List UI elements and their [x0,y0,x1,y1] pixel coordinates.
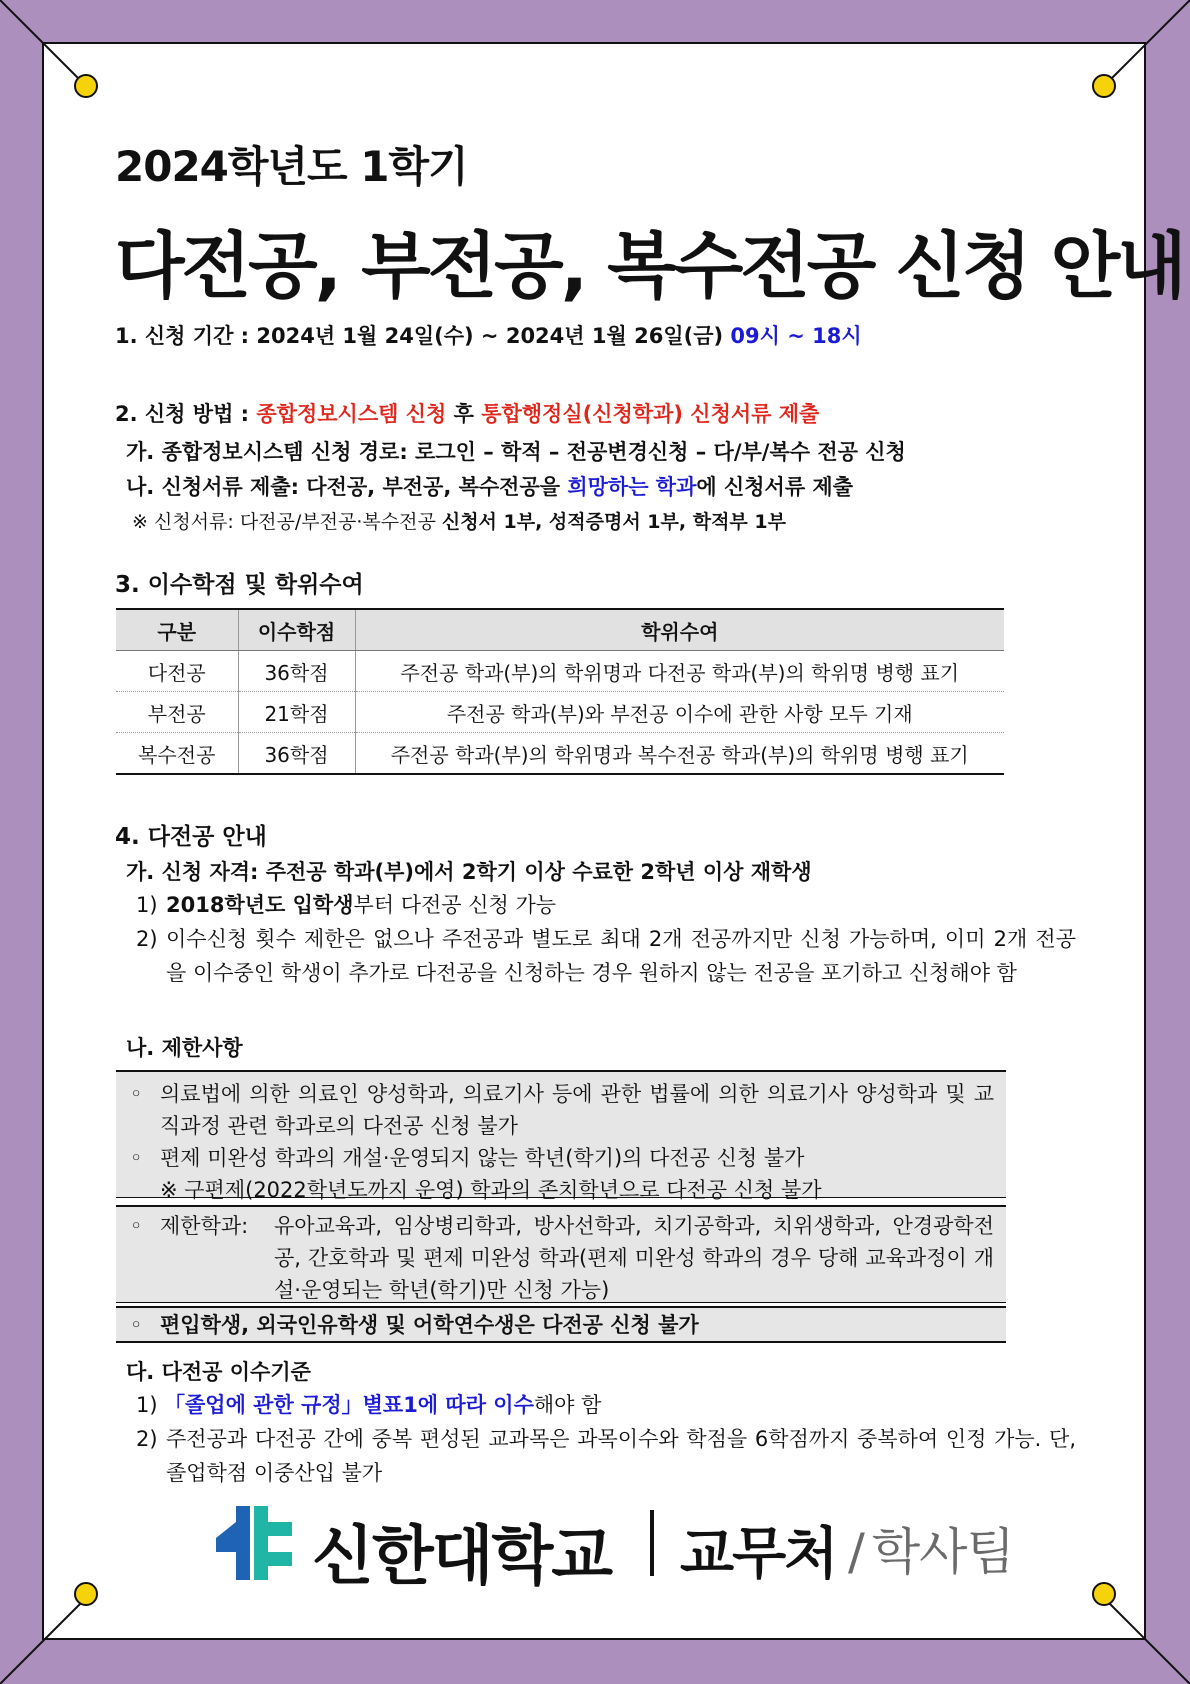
department-name: 교무처 [680,1522,837,1587]
restriction-box-3: ◦ 편입학생, 외국인유학생 및 어학연수생은 다전공 신청 불가 [116,1306,1006,1343]
table-cell: 복수전공 [138,742,216,767]
table-cell: 주전공 학과(부)의 학위명과 복수전공 학과(부)의 학위명 병행 표기 [355,733,1004,775]
column-header: 이수학점 [238,609,355,651]
university-logo-icon [212,1502,296,1584]
table-cell: 주전공 학과(부)의 학위명과 다전공 학과(부)의 학위명 병행 표기 [355,651,1004,692]
criteria-item-2: 2) 주전공과 다전공 간에 중복 편성된 교과목은 과목이수와 학점을 6학점까지 중복하여 인정 가능. 단, 졸업학점 이중산입 불가 [136,1427,1076,1485]
criteria-item-1: 1) 「졸업에 관한 규정」별표1에 따라 이수해야 함 [136,1393,602,1417]
eligibility-item-2: 2) 이수신청 횟수 제한은 없으나 주전공과 별도로 최대 2개 전공까지만 신청 가능하며, 이미 2개 전공을 이수중인 학생이 추가로 다전공을 신청하는 경우 원하지 않는 전공을 포기하고 신청해야 함 [136,927,1076,985]
restriction-box-2: ◦ 제한학과: 유아교육과, 임상병리학과, 방사선학과, 치기공학과, 치위생학과, 안경광학전공, 간호학과 및 편제 미완성 학과(편제 미완성 학과의 경우 당해 교육과정이 개설·운영되는 학년(학기)만 신청 가능) [116,1205,1006,1303]
restrictions-title: 나. 제한사항 [126,1036,243,1060]
period-time: 09시 ~ 18시 [730,324,862,348]
section-4-title: 4. 다전공 안내 [115,824,267,850]
page-subtitle: 2024학년도 1학기 [115,142,468,191]
table-header-row [116,609,1004,651]
credits-table [116,608,1004,775]
table-cell: 다전공 [116,651,238,692]
table-cell: 36학점 [238,733,355,775]
method-path: 가. 종합정보시스템 신청 경로: 로그인 – 학적 – 전공변경신청 – 다/부/복수 전공 신청 [126,440,906,464]
logo-divider [650,1510,654,1576]
team-name: / 학사팀 [848,1523,1014,1581]
eligibility: 가. 신청 자격: 주전공 학과(부)에서 2학기 이상 수료한 2학년 이상 재학생 [126,860,812,884]
table-cell: 21학점 [238,692,355,733]
eligibility-item-1: 1) 2018학년도 입학생부터 다전공 신청 가능 [136,893,557,917]
section-2-method: 2. 신청 방법 : 종합정보시스템 신청 후 통합행정실(신청학과) 신청서류 제출 [115,402,820,426]
documents-note: ※ 신청서류: 다전공/부전공·복수전공 신청서 1부, 성적증명서 1부, 학적부 1부 [132,511,786,533]
table-cell: 주전공 학과(부)와 부전공 이수에 관한 사항 모두 기재 [355,692,1004,733]
table-row [116,651,1004,692]
section-3-title: 3. 이수학점 및 학위수여 [115,572,364,598]
method-submission: 나. 신청서류 제출: 다전공, 부전공, 복수전공을 희망하는 학과에 신청서류 제출 [126,475,853,499]
university-name: 신한대학교 [312,1520,612,1594]
table-row [116,692,1004,733]
column-header: 구분 [116,609,238,651]
table-cell: 부전공 [116,692,238,733]
table-cell: 36학점 [238,651,355,692]
restriction-box-1: ◦ 의료법에 의한 의료인 양성학과, 의료기사 등에 관한 법률에 의한 의료기사 양성학과 및 교직과정 관련 학과로의 다전공 신청 불가 ◦ 편제 미완성 학과의 개설·운영되지 않는 학년(학기)의 다전공 신청 불가 ※ 구편제(2022학년도까지 운영) 학과의 존치학년으로 다전공 신청 불가 [116,1070,1006,1198]
page-title: 다전공, 부전공, 복수전공 신청 안내 [115,224,1184,308]
table-row [116,733,1004,775]
criteria-title: 다. 다전공 이수기준 [126,1360,311,1384]
section-1-period: 1. 신청 기간 : 2024년 1월 24일(수) ~ 2024년 1월 26일(금) 09시 ~ 18시 [115,324,862,348]
column-header: 학위수여 [355,609,1004,651]
